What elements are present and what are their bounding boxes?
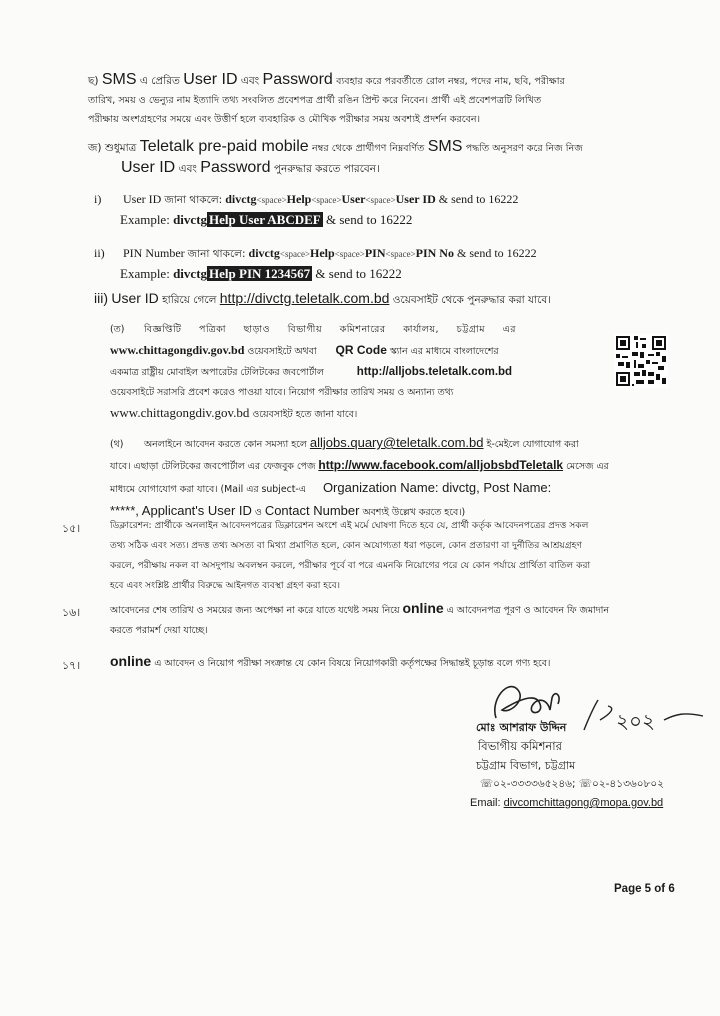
signatory-title: বিভাগীয় কমিশনার: [478, 739, 562, 753]
sub-item-ii: ii) PIN Number জানা থাকলে: divctg<space>Help<space>PIN<space>PIN No & send to 16222 Example: divctg Help PIN 1234567 & send to 16222: [94, 246, 537, 281]
item-marker: ছ): [88, 75, 99, 87]
alljobs-link[interactable]: http://alljobs.teletalk.com.bd: [356, 366, 513, 378]
facebook-page-link[interactable]: http://www.facebook.com/alljobsbdTeletalk: [318, 458, 564, 472]
qr-code-icon: [614, 334, 668, 388]
item-marker: i): [94, 192, 102, 206]
signatory-office: চট্টগ্রাম বিভাগ, চট্টগ্রাম: [476, 759, 576, 772]
signatory-name: মোঃ আশরাফ উদ্দিন: [476, 721, 567, 734]
item-number: ১৫।: [62, 522, 81, 535]
item-17-decision: online এ আবেদন ও নিয়োগ পরীক্ষা সংক্রান্ত যে কোন বিষয়ে নিয়োগকারী কর্তৃপক্ষের সিদ্ধান্তই চূড়ান্ত বলে গণ্য হবে।: [110, 653, 551, 669]
sub-item-iii: iii) User ID হারিয়ে গেলে http://divctg.teletalk.com.bd ওয়েবসাইট থেকে পুনরুদ্ধার করা যাবে।: [94, 290, 551, 306]
support-email-link[interactable]: alljobs.quary@teletalk.com.bd: [309, 435, 484, 450]
phone-numbers: ☏০২-৩৩৩৩৬৫২৪৬; ☏০২-৪১৩৬০৮০২: [480, 778, 665, 790]
highlighted-example: Help User ABCDEF: [209, 212, 321, 227]
teletalk-recovery-link[interactable]: http://divctg.teletalk.com.bd: [219, 290, 390, 306]
sub-item-i: i) User ID জানা থাকলে: divctg<space>Help<space>User<space>User ID & send to 16222 Example: divctg Help User ABCDEF & send to 16222: [94, 192, 519, 227]
item-number: ১৬।: [62, 606, 81, 619]
item-number: ১৭।: [62, 659, 81, 672]
item-marker: (ত): [110, 324, 125, 335]
page-number: Page 5 of 6: [614, 883, 675, 895]
item-ta: (ত) বিজ্ঞপ্তিটি পত্রিকা ছাড়াও বিভাগীয় কমিশনারের কার্যালয়, চট্টগ্রাম এর www.chittagongdiv.gov.bd ওয়েবসাইটে অথবা QR Code স্ক্যান এর মাধ্যমে বাংলাদেশের একমাত্র রাষ্ট্রীয় মোবাইল অপারেটর টেলিটকের জবপোর্টাল http://alljobs.teletalk.com.bd ওয়েবসাইটে সরাসরি প্রবেশ করেও পাওয়া যাবে। নিয়োগ পরীক্ষার তারিখ সময় ও অন্যান্য তথ্য www.chittagongdiv.gov.bd ওয়েবসাইট হতে জানা যাবে।: [110, 320, 606, 425]
item-16-advice: আবেদনের শেষ তারিখ ও সময়ের জন্য অপেক্ষা না করে যাতে যথেষ্ট সময় নিয়ে online এ আবেদনপত্র পূরণ ও আবেদন ফি জমাদান করতে পরামর্শ দেয়া যাচ্ছে।: [110, 600, 609, 636]
svg-text:২০২: ২০২: [616, 709, 656, 733]
item-marker: ii): [94, 246, 105, 260]
item-marker: iii): [94, 290, 108, 306]
item-tha: (থ) অনলাইনে আবেদন করতে কোন সমস্যা হলে alljobs.quary@teletalk.com.bd ই-মেইলে যোগাযোগ করা যাবে। এছাড়া টেলিটকের জবপোর্টাল এর ফেজবুক পেজ http://www.facebook.com/alljobsbdTeletalk মেসেজ এর মাধ্যমে যোগাযোগ করা যাবে। (Mail এর subject-এ Organization Name: divctg, Post Name: *****, Applicant's User ID ও Contact Number অবশ্যই উল্লেখ করতে হবে।): [110, 435, 609, 518]
commissioner-email-link[interactable]: divcomchittagong@mopa.gov.bd: [503, 797, 664, 809]
item-marker: (থ): [110, 439, 124, 450]
signature-block: মোঃ আশরাফ উদ্দিন বিভাগীয় কমিশনার চট্টগ্রাম বিভাগ, চট্টগ্রাম ☏০২-৩৩৩৩৬৫২৪৬; ☏০২-৪১৩৬০৮০২ Email: divcomchittagong@mopa.gov.bd: [470, 718, 710, 813]
item-cha: ছ) SMS এ প্রেরিত User ID এবং Password ব্যবহার করে পরবর্তীতে রোল নম্বর, পদের নাম, ছবি, পরীক্ষার তারিখ, সময় ও ভেন্যুর নাম ইত্যাদি তথ্য সংবলিত প্রবেশপত্র প্রার্থী রঙিন প্রিন্ট করে নিবেন। প্রার্থী এই প্রবেশপত্রটি লিখিত পরীক্ষায় অংশগ্রহণের সময়ে এবং উত্তীর্ণ হলে ব্যবহারিক ও মৌখিক পরীক্ষার সময় অবশ্যই প্রদর্শন করবেন।: [88, 71, 565, 125]
item-15-declaration: ডিক্লারেশন: প্রার্থীকে অনলাইন আবেদনপত্রের ডিক্লারেশন অংশে এই মর্মে ঘোষণা দিতে হবে যে, প্রার্থী কর্তৃক আবেদনপত্রের প্রদত্ত সকল তথ্য সঠিক এবং সত্য। প্রদত্ত তথ্য অসত্য বা মিথ্যা প্রমাণিত হলে, কোন অযোগ্যতা ধরা পড়লে, কোন প্রতারণা বা দুর্নীতির আশ্রয়গ্রহণ করলে, পরীক্ষায় নকল বা অসদুপায় অবলম্বন করলে, পরীক্ষার পূর্বে বা পরে এমনকি নিয়োগের পরে যে কোন পর্যায়ে প্রার্থিতা বাতিল করা হবে এবং সংশ্লিষ্ট প্রার্থীর বিরুদ্ধে আইনগত ব্যবস্থা গ্রহণ করা হবে।: [110, 521, 591, 591]
highlighted-example: Help PIN 1234567: [209, 266, 311, 281]
item-ja: জ) শুধুমাত্র Teletalk pre-paid mobile নম্বর থেকে প্রার্থীগণ নিম্নবর্ণিত SMS পদ্ধতি অনুসরণ করে নিজ নিজ User ID এবং Password পুনরুদ্ধার করতে পারবেন।: [88, 138, 583, 176]
item-marker: জ): [88, 142, 102, 154]
